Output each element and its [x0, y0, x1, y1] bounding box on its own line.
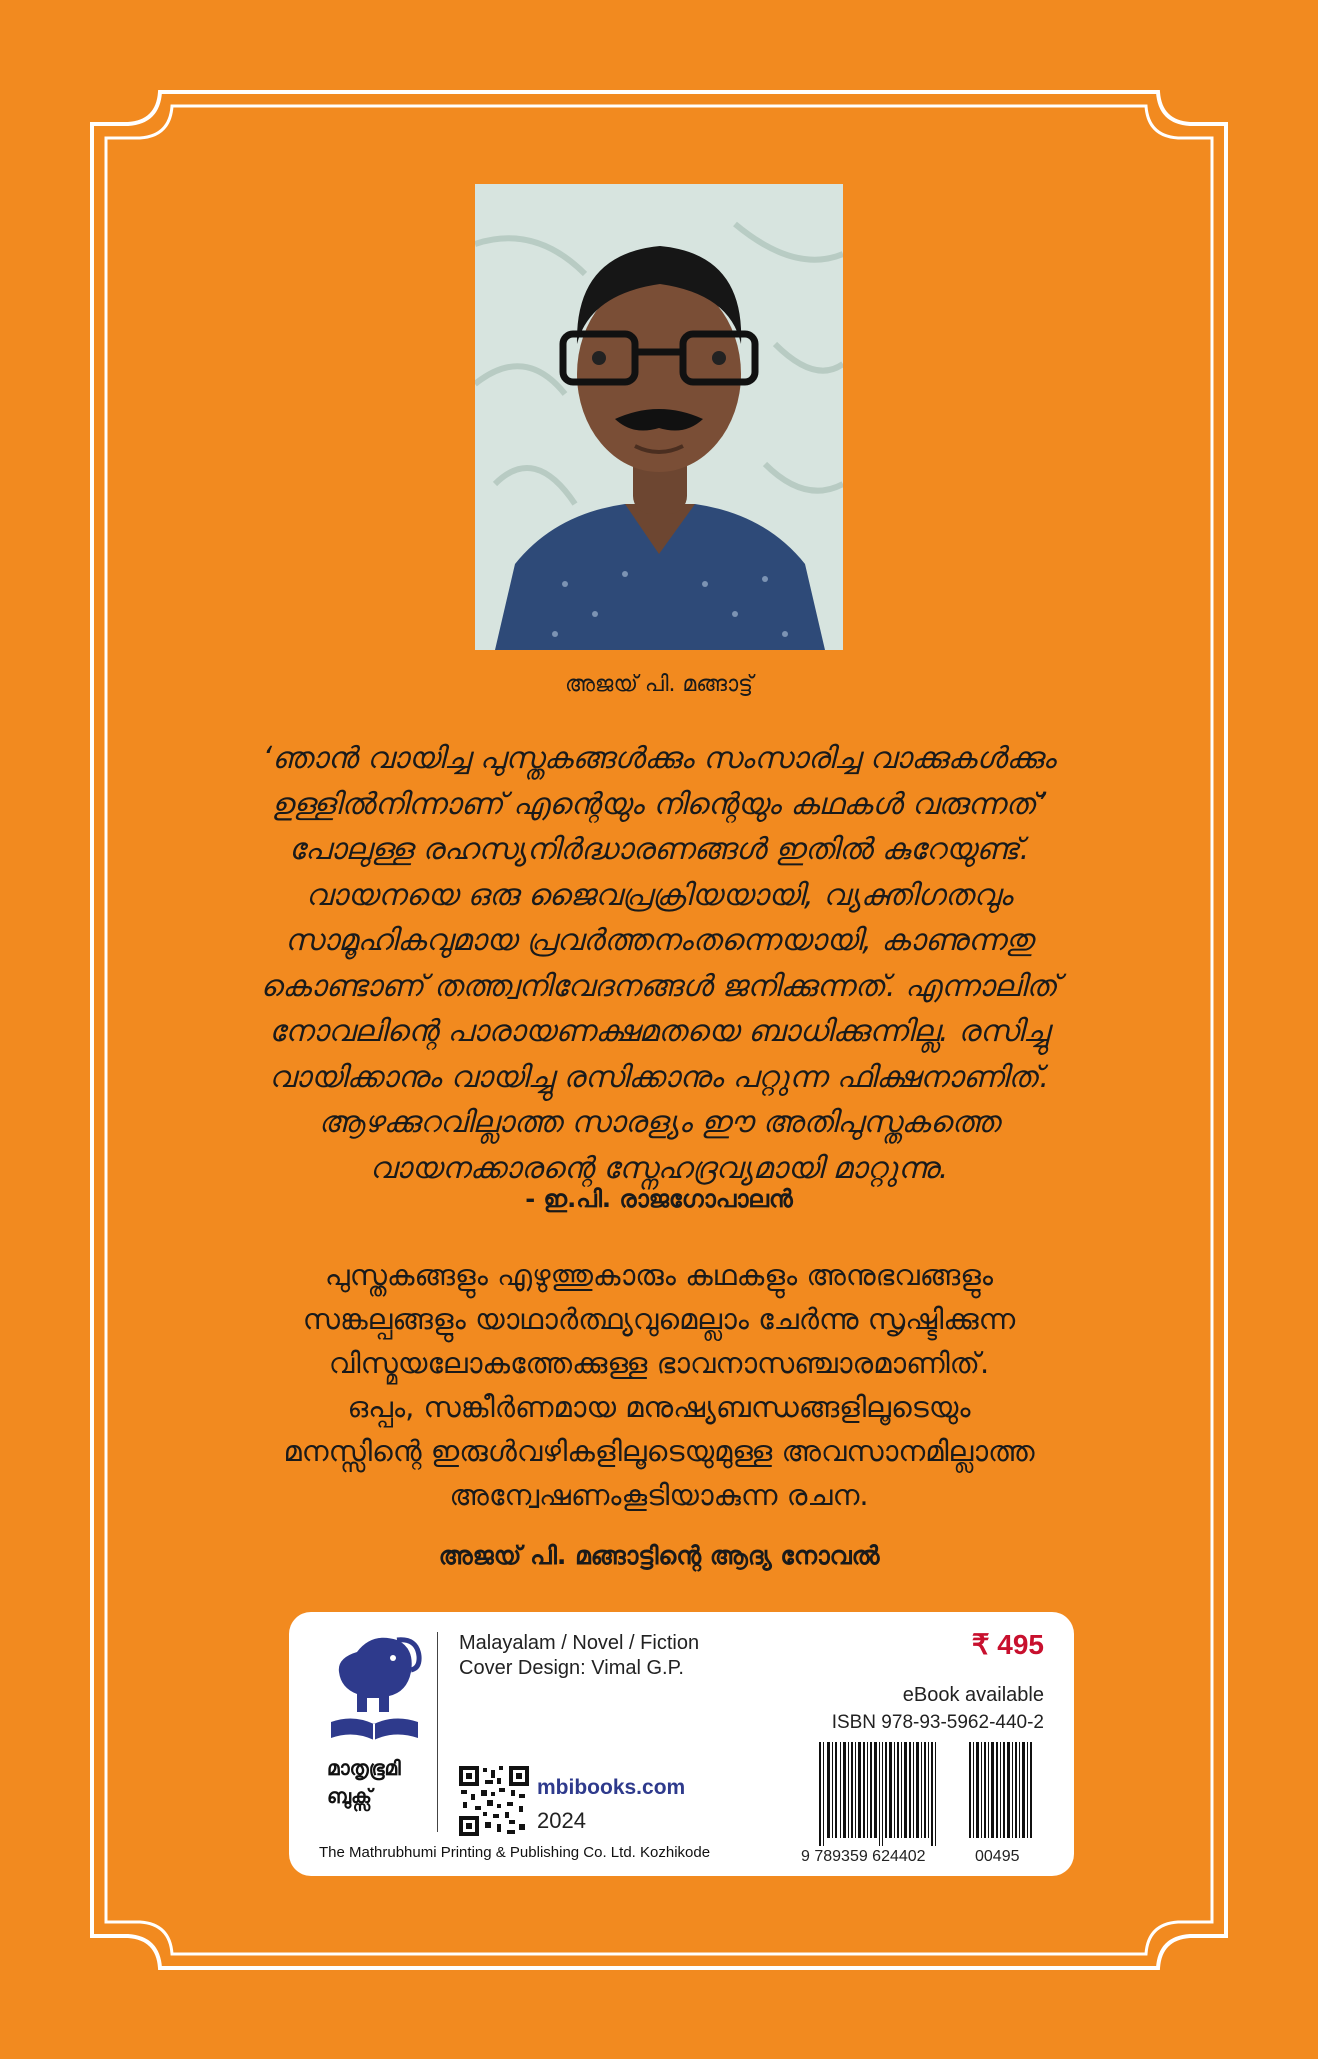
blurb-line: പുസ്തകങ്ങളും എഴുത്തുകാരും കഥകളും അനുഭവങ്ങളും: [324, 1258, 994, 1292]
quote-line: വായനക്കാരന്റെ സ്നേഹദ്രവ്യമായി മാറ്റുന്നു.: [369, 1150, 949, 1186]
publisher-panel: [289, 1612, 1074, 1876]
ebook-availability: eBook available: [902, 1684, 1044, 1706]
blurb-line: മനസ്സിന്റെ ഇരുൾവഴികളിലൂടെയുമുള്ള അവസാനമില്ലാത്ത: [283, 1434, 1035, 1468]
author-photo: [475, 184, 843, 650]
barcode-icon: [819, 1742, 1047, 1852]
qr-code-icon: [459, 1766, 529, 1836]
author-name-caption: അജയ് പി. മങ്ങാട്ട്: [565, 672, 753, 697]
quote-line: ഉള്ളിൽനിന്നാണ് എന്റെയും നിന്റെയും കഥകൾ വരുന്നത്’: [271, 786, 1047, 822]
publication-year: 2024: [537, 1808, 586, 1833]
blurb-line: സങ്കല്പങ്ങളും യാഥാർത്ഥ്യവുമെല്ലാം ചേർന്നു സൃഷ്ടിക്കുന്ന: [302, 1302, 1016, 1336]
logo-text-line2: ബുക്സ്: [327, 1784, 372, 1808]
quote-attribution: - ഇ.പി. രാജഗോപാലൻ: [525, 1185, 793, 1213]
logo-text-line1: മാതൃഭൂമി: [327, 1756, 401, 1780]
barcode-addon-number: 00495: [975, 1848, 1020, 1865]
publisher-name: The Mathrubhumi Printing & Publishing Co. Ltd. Kozhikode: [319, 1844, 711, 1861]
elephant-book-icon: [327, 1632, 422, 1742]
quote-line: സാമൂഹികവുമായ പ്രവർത്തനംതന്നെയായി, കാണുന്നതു: [284, 923, 1034, 958]
blurb-line: അന്വേഷണംകൂടിയാകുന്ന രചന.: [449, 1478, 869, 1512]
blurb-line: ഒപ്പം, സങ്കീർണമായ മനുഷ്യബന്ധങ്ങളിലൂടെയും: [347, 1390, 971, 1424]
book-blurb: [200, 1253, 1118, 1517]
blurb-line: വിസ്മയലോകത്തേക്കുള്ള ഭാവനാസഞ്ചാരമാണിത്.: [328, 1346, 990, 1380]
review-quote: [200, 736, 1118, 1191]
quote-line: വായിക്കാനും വായിച്ചു രസിക്കാനും പറ്റുന്ന ഫിക്ഷനാണിത്.: [269, 1059, 1049, 1095]
isbn: ISBN 978-93-5962-440-2: [831, 1712, 1044, 1733]
quote-line: നോവലിന്റെ പാരായണക്ഷമതയെ ബാധിക്കുന്നില്ല. രസിച്ചു: [268, 1014, 1050, 1049]
tagline: അജയ് പി. മങ്ങാട്ടിന്റെ ആദ്യ നോവൽ: [438, 1541, 880, 1570]
website-link[interactable]: mbibooks.com: [537, 1776, 686, 1799]
cover-design-credit: Cover Design: Vimal G.P.: [459, 1657, 684, 1679]
price: ₹ 495: [971, 1629, 1044, 1660]
quote-line: ‘ഞാൻ വായിച്ച പുസ്തകങ്ങൾക്കും സംസാരിച്ച വാക്കുകൾക്കും: [262, 741, 1056, 776]
quote-line: കൊണ്ടാണ് തത്ത്വനിവേദനങ്ങൾ ജനിക്കുന്നത്. എന്നാലിത്: [260, 968, 1058, 1004]
quote-line: ആഴക്കുറവില്ലാത്ത സാരള്യം ഈ അതിപുസ്തകത്തെ: [318, 1105, 1000, 1140]
barcode-number: 9 789359 624402: [801, 1848, 926, 1865]
publisher-logo: [327, 1632, 422, 1808]
quote-line: വായനയെ ഒരു ജൈവപ്രക്രിയയായി, വ്യക്തിഗതവും: [305, 877, 1013, 913]
divider: [437, 1632, 438, 1832]
genre: Malayalam / Novel / Fiction: [459, 1632, 700, 1654]
quote-line: പോലുള്ള രഹസ്യനിർദ്ധാരണങ്ങൾ ഇതിൽ കുറേയുണ്ട്.: [288, 832, 1030, 867]
